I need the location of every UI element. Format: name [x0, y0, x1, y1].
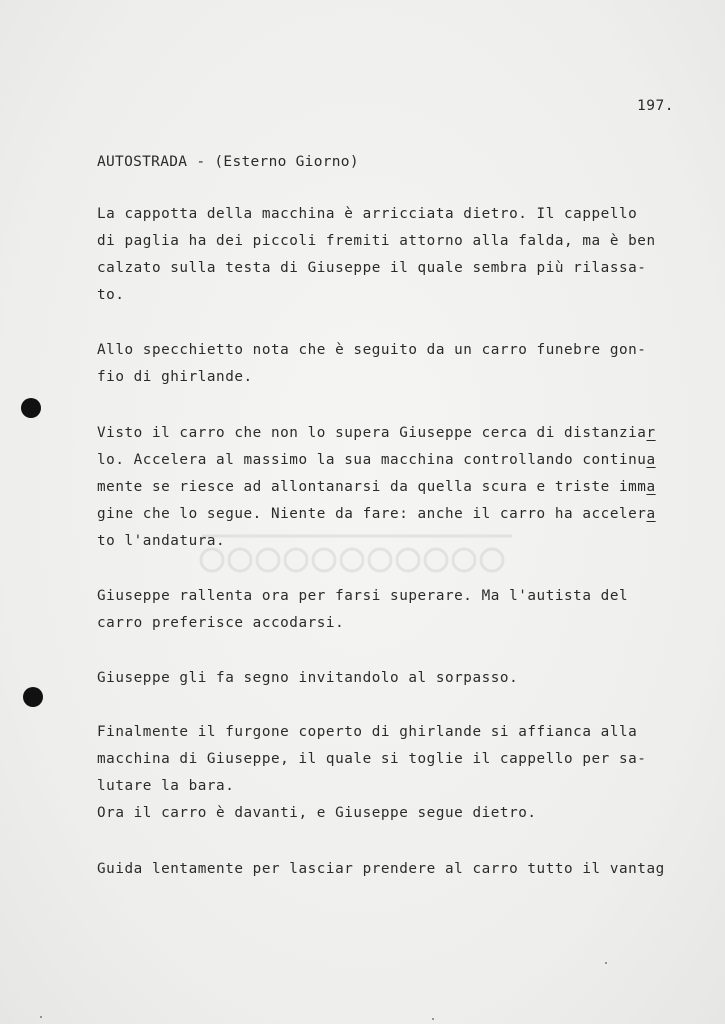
punch-hole	[23, 687, 43, 707]
text-line	[97, 452, 656, 468]
text-segment: mente se riesce ad allontanarsi da quella scura e triste imm	[97, 479, 647, 495]
paper-speck	[40, 1016, 42, 1018]
text-line	[97, 506, 656, 522]
watermark-graphic	[192, 522, 522, 580]
text-line: to l'andatura.	[97, 533, 226, 549]
text-line: to.	[97, 287, 125, 303]
text-line: Guida lentamente per lasciar prendere al carro tutto il vantag	[97, 861, 665, 877]
text-line: Ora il carro è davanti, e Giuseppe segue dietro.	[97, 805, 537, 821]
text-segment: gine che lo segue. Niente da fare: anche il carro ha acceler	[97, 506, 647, 522]
text-line	[97, 479, 656, 495]
punch-hole	[21, 398, 41, 418]
text-line	[97, 425, 656, 441]
text-line: lutare la bara.	[97, 778, 235, 794]
underlined-char: a	[646, 452, 656, 468]
text-line: Allo specchietto nota che è seguito da un carro funebre gon-	[97, 342, 647, 358]
text-line: di paglia ha dei piccoli fremiti attorno alla falda, ma è ben	[97, 233, 656, 249]
text-line: Finalmente il furgone coperto di ghirlande si affianca alla	[97, 724, 638, 740]
text-line: fio di ghirlande.	[97, 369, 253, 385]
underlined-char: r	[646, 425, 656, 441]
text-line: La cappotta della macchina è arricciata dietro. Il cappello	[97, 206, 638, 222]
text-line: Giuseppe gli fa segno invitandolo al sorpasso.	[97, 670, 519, 686]
text-line: calzato sulla testa di Giuseppe il quale sembra più rilassa-	[97, 260, 647, 276]
page-number: 197.	[637, 98, 674, 114]
text-line: Giuseppe rallenta ora per farsi superare. Ma l'autista del	[97, 588, 629, 604]
scene-heading: AUTOSTRADA - (Esterno Giorno)	[97, 154, 359, 170]
paper-speck	[605, 962, 607, 964]
text-segment: Visto il carro che non lo supera Giuseppe cerca di distanzia	[97, 425, 647, 441]
text-line: macchina di Giuseppe, il quale si toglie il cappello per sa-	[97, 751, 647, 767]
underlined-char: a	[646, 506, 656, 522]
text-line: carro preferisce accodarsi.	[97, 615, 345, 631]
underlined-char: a	[646, 479, 656, 495]
paper-speck	[432, 1018, 434, 1020]
text-segment: lo. Accelera al massimo la sua macchina controllando continu	[97, 452, 647, 468]
